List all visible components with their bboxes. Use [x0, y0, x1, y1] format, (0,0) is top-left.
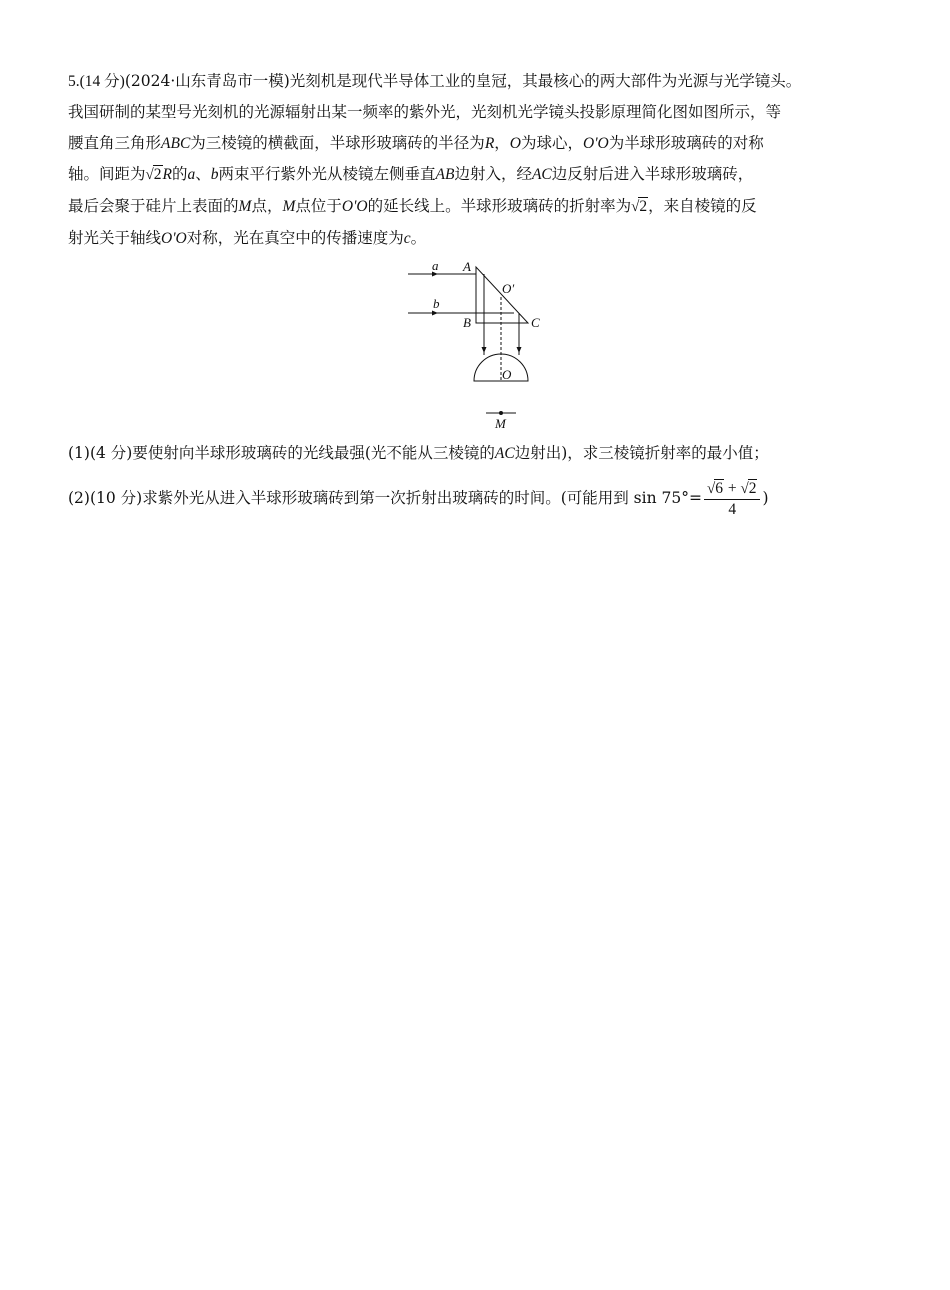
text-segment: 射光关于轴线 [68, 229, 162, 247]
label-O: O [502, 367, 512, 382]
text-segment: 边反射后进入半球形玻璃砖， [551, 165, 754, 183]
text-segment: 腰直角三角形 [68, 134, 162, 152]
text-segment: 为三棱镜的横截面，半球形玻璃砖的半径为 [190, 134, 485, 152]
problem-line-6 [68, 223, 888, 254]
var-AC: AC [531, 166, 552, 183]
problem-line-2 [68, 97, 888, 128]
label-O-prime: O′ [502, 281, 515, 296]
question-2-text: (2)(10 分)求紫外光从进入半球形玻璃砖到第一次折射出玻璃砖的时间。(可能用到 sin 75°= [68, 489, 702, 507]
var-OprimeO: O'O [341, 198, 368, 215]
point-M [499, 411, 503, 415]
text-segment: 对称，光在真空中的传播速度为 [186, 229, 404, 247]
question-2-text-end: ) [762, 489, 769, 507]
var-M: M [282, 198, 296, 215]
ray-b-arrow [432, 311, 438, 316]
text-segment: 边射入，经 [454, 165, 532, 183]
question-1 [68, 441, 769, 466]
sqrt-2 [146, 166, 163, 183]
var-R: R [162, 166, 172, 183]
sqrt-6 [707, 480, 724, 497]
ray-a-down-arrow [482, 347, 487, 353]
text-segment: ， [494, 134, 510, 152]
label-A: A [463, 259, 471, 274]
plus-sign: + [727, 479, 737, 497]
var-ABC: ABC [161, 135, 191, 152]
var-AB: AB [435, 166, 455, 183]
text-segment: 的 [171, 165, 188, 183]
sqrt-2 [740, 480, 757, 497]
text-segment: 的延长线上。半球形玻璃砖的折射率为 [367, 197, 632, 215]
var-M: M [238, 198, 252, 215]
radical-sign: √ [740, 480, 749, 497]
optics-diagram-svg [400, 255, 560, 433]
radicand: 6 [715, 479, 723, 497]
problem-line-5 [68, 191, 888, 223]
problem-score: (14 分) [79, 73, 125, 90]
radical-sign: √ [145, 167, 154, 183]
problem-number: 5. [68, 73, 80, 90]
radical-sign: √ [706, 480, 716, 497]
radicand: 2 [748, 479, 757, 497]
ray-b-down-arrow [517, 347, 522, 353]
var-R: R [484, 135, 495, 152]
text-segment: ，来自棱镜的反 [648, 197, 757, 215]
var-OprimeO: O'O [583, 135, 609, 152]
text-segment: 两束平行紫外光从棱镜左侧垂直 [218, 165, 436, 183]
problem-line-4 [68, 159, 888, 191]
text-segment: 轴。间距为 [68, 165, 146, 183]
label-M: M [495, 416, 506, 431]
sqrt-2 [631, 198, 648, 215]
radical-sign: √ [631, 199, 640, 215]
optics-diagram [400, 255, 560, 433]
fraction-denominator: 4 [728, 500, 737, 518]
label-a: a [432, 258, 439, 273]
radicand: 2 [639, 198, 648, 215]
fraction-numerator [704, 479, 760, 500]
text-segment: 。 [410, 229, 427, 247]
text-segment: 、 [195, 165, 211, 183]
text-segment: 点位于 [295, 197, 342, 215]
problem-line-1 [68, 66, 888, 97]
question-2 [68, 474, 769, 522]
label-b: b [433, 296, 440, 311]
sin75-fraction [704, 479, 760, 520]
problem-source: (2024·山东青岛市一模) [124, 72, 290, 90]
label-C: C [531, 315, 540, 330]
text-segment: 最后会聚于硅片上表面的 [68, 197, 239, 215]
question-1-text-end: 边射出)，求三棱镜折射率的最小值； [514, 444, 769, 462]
question-1-text: (1)(4 分)要使射向半球形玻璃砖的光线最强(光不能从三棱镜的 [68, 444, 495, 462]
var-OprimeO: O'O [161, 230, 187, 247]
var-a: a [187, 166, 196, 183]
text-segment: 为球心， [521, 134, 584, 152]
radicand: 2 [153, 166, 162, 183]
problem-statement [68, 66, 888, 254]
text-segment: 为半球形玻璃砖的对称 [608, 134, 764, 152]
var-O: O [509, 135, 521, 152]
var-AC: AC [494, 445, 515, 462]
problem-line-3 [68, 128, 888, 159]
label-B: B [463, 315, 471, 330]
text-segment: 光刻机是现代半导体工业的皇冠，其最核心的两大部件为光源与光学镜头。 [289, 72, 802, 90]
text-segment: 我国研制的某型号光刻机的光源辐射出某一频率的紫外光，光刻机光学镜头投影原理简化图如图所示，等 [68, 103, 782, 121]
text-segment: 点， [251, 197, 283, 215]
var-b: b [210, 166, 219, 183]
var-c: c [403, 230, 411, 247]
